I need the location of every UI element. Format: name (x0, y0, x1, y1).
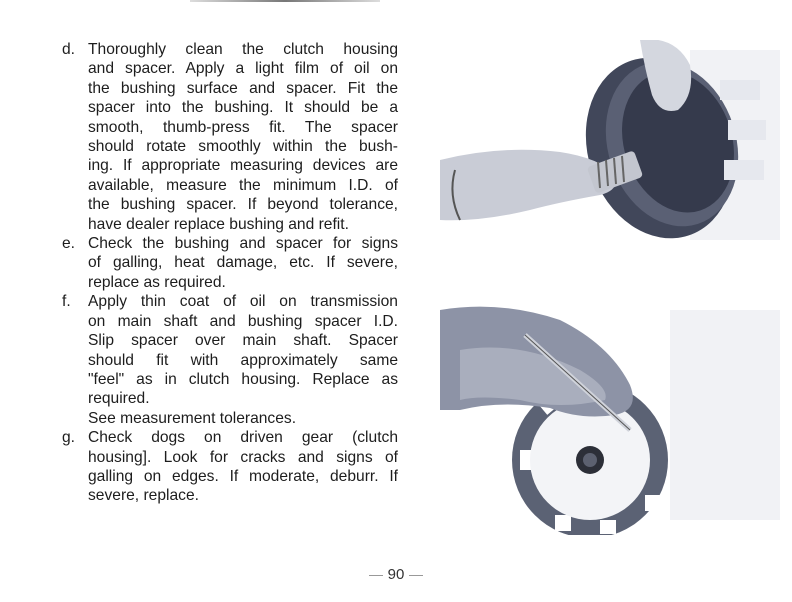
step-marker: d. (62, 41, 76, 58)
text-line: Apply thin coat of oil on transmission (88, 293, 398, 311)
step-marker: f. (62, 293, 71, 311)
clutch-housing-photo (440, 40, 785, 250)
text-line: required. (88, 390, 150, 408)
step-g (62, 428, 398, 506)
step-d (62, 40, 398, 234)
page-number: 90 (387, 566, 405, 583)
tolerance-note: See measurement tolerances. (88, 409, 297, 427)
text-line: and spacer. Apply a light film of oil on (88, 60, 398, 78)
text-line: of galling, heat damage, etc. If severe, (88, 254, 398, 272)
text-line: Check the bushing and spacer for signs (88, 235, 398, 253)
text-line: should rotate smoothly within the bush- (88, 138, 398, 156)
step-e (62, 234, 398, 292)
text-line: replace as required. (88, 273, 226, 291)
text-line: Thoroughly clean the clutch housing (88, 41, 398, 58)
instruction-column (62, 40, 398, 506)
step-f (62, 292, 398, 408)
driven-gear-illustration (440, 300, 785, 535)
clutch-housing-illustration (440, 40, 785, 250)
step-marker: e. (62, 235, 76, 253)
text-line: galling on edges. If moderate, deburr. If (88, 467, 398, 485)
text-line: ing. If appropriate measuring devices are (88, 157, 398, 175)
page-footer (0, 566, 792, 583)
text-line: Check dogs on driven gear (clutch (88, 429, 398, 447)
text-line: Slip spacer over main shaft. Spacer (88, 332, 398, 350)
footer-dash (369, 575, 383, 576)
text-line: the bushing surface and spacer. Fit the (88, 79, 398, 97)
text-line: "feel" as in clutch housing. Replace as (88, 370, 398, 388)
text-line: spacer into the bushing. It should be a (88, 99, 398, 117)
text-line: severe, replace. (88, 487, 199, 505)
text-line: available, measure the minimum I.D. of (88, 176, 398, 194)
text-line: smooth, thumb-press fit. The spacer (88, 118, 398, 136)
driven-gear-photo (440, 300, 785, 535)
text-line: on main shaft and bushing spacer I.D. (88, 312, 398, 330)
step-marker: g. (62, 429, 76, 447)
text-line: the bushing spacer. If beyond tolerance, (88, 196, 398, 214)
footer-dash (409, 575, 423, 576)
text-line: housing]. Look for cracks and signs of (88, 448, 398, 466)
text-line: have dealer replace bushing and refit. (88, 215, 349, 233)
top-edge-rule (190, 0, 380, 2)
text-line: should fit with approximately same (88, 351, 398, 369)
